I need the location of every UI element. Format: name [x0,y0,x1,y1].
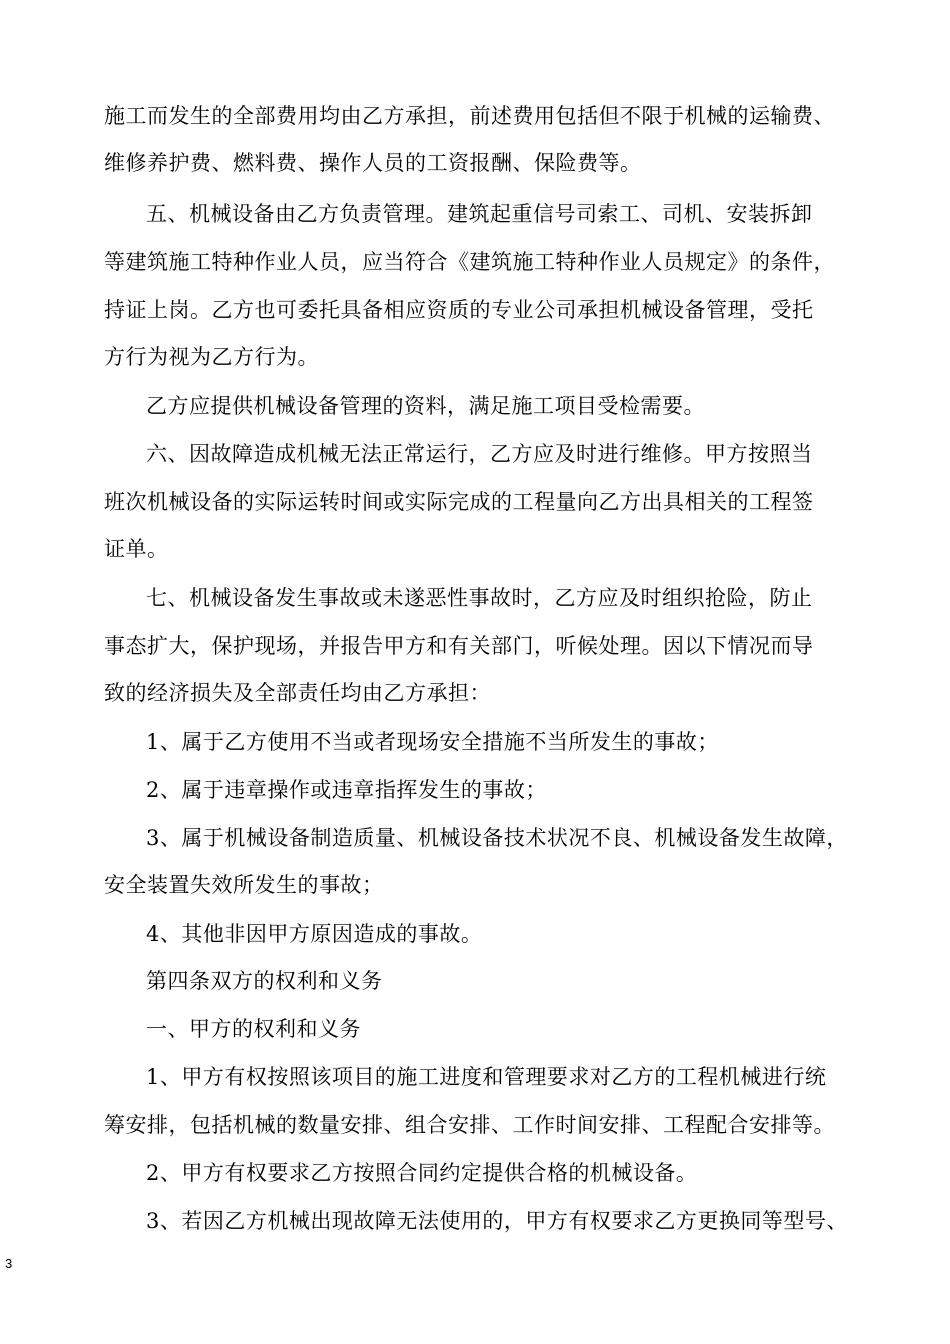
text-line: 4、其他非因甲方原因造成的事故。 [146,922,483,946]
text-line: 2、甲方有权要求乙方按照合同约定提供合格的机械设备。 [146,1161,698,1185]
text-line: 维修养护费、燃料费、操作人员的工资报酬、保险费等。 [104,151,642,175]
subsection-heading: 一、甲方的权利和义务 [146,1017,361,1041]
text-line: 七、机械设备发生事故或未遂恶性事故时，乙方应及时组织抢险，防止 [146,586,813,610]
text-line: 筹安排，包括机械的数量安排、组合安排、工作时间安排、工程配合安排等。 [104,1113,835,1137]
text-line: 事态扩大，保护现场，并报告甲方和有关部门，听候处理。因以下情况而导 [104,634,814,658]
text-line: 持证上岗。乙方也可委托具备相应资质的专业公司承担机械设备管理，受托 [104,298,814,322]
text-line: 六、因故障造成机械无法正常运行，乙方应及时进行维修。甲方按照当 [146,442,813,466]
text-line: 3、若因乙方机械出现故障无法使用的，甲方有权要求乙方更换同等型号、 [146,1209,848,1233]
text-line: 安全装置失效所发生的事故； [104,873,384,897]
text-line: 施工而发生的全部费用均由乙方承担，前述费用包括但不限于机械的运输费、 [104,104,835,128]
text-line: 致的经济损失及全部责任均由乙方承担： [104,681,491,705]
text-line: 2、属于违章操作或违章指挥发生的事故； [146,778,547,802]
text-line: 方行为视为乙方行为。 [104,345,319,369]
text-line: 乙方应提供机械设备管理的资料，满足施工项目受检需要。 [146,394,705,418]
text-line: 1、甲方有权按照该项目的施工进度和管理要求对乙方的工程机械进行统 [146,1065,827,1089]
text-line: 等建筑施工特种作业人员，应当符合《建筑施工特种作业人员规定》的条件， [104,250,835,274]
text-line: 3、属于机械设备制造质量、机械设备技术状况不良、机械设备发生故障， [146,826,848,850]
text-line: 班次机械设备的实际运转时间或实际完成的工程量向乙方出具相关的工程签 [104,490,814,514]
section-heading: 第四条双方的权利和义务 [146,969,383,993]
page-number: 3 [5,1256,13,1271]
text-line: 五、机械设备由乙方负责管理。建筑起重信号司索工、司机、安装拆卸 [146,202,813,226]
text-line: 1、属于乙方使用不当或者现场安全措施不当所发生的事故； [146,730,719,754]
text-line: 证单。 [104,537,169,561]
